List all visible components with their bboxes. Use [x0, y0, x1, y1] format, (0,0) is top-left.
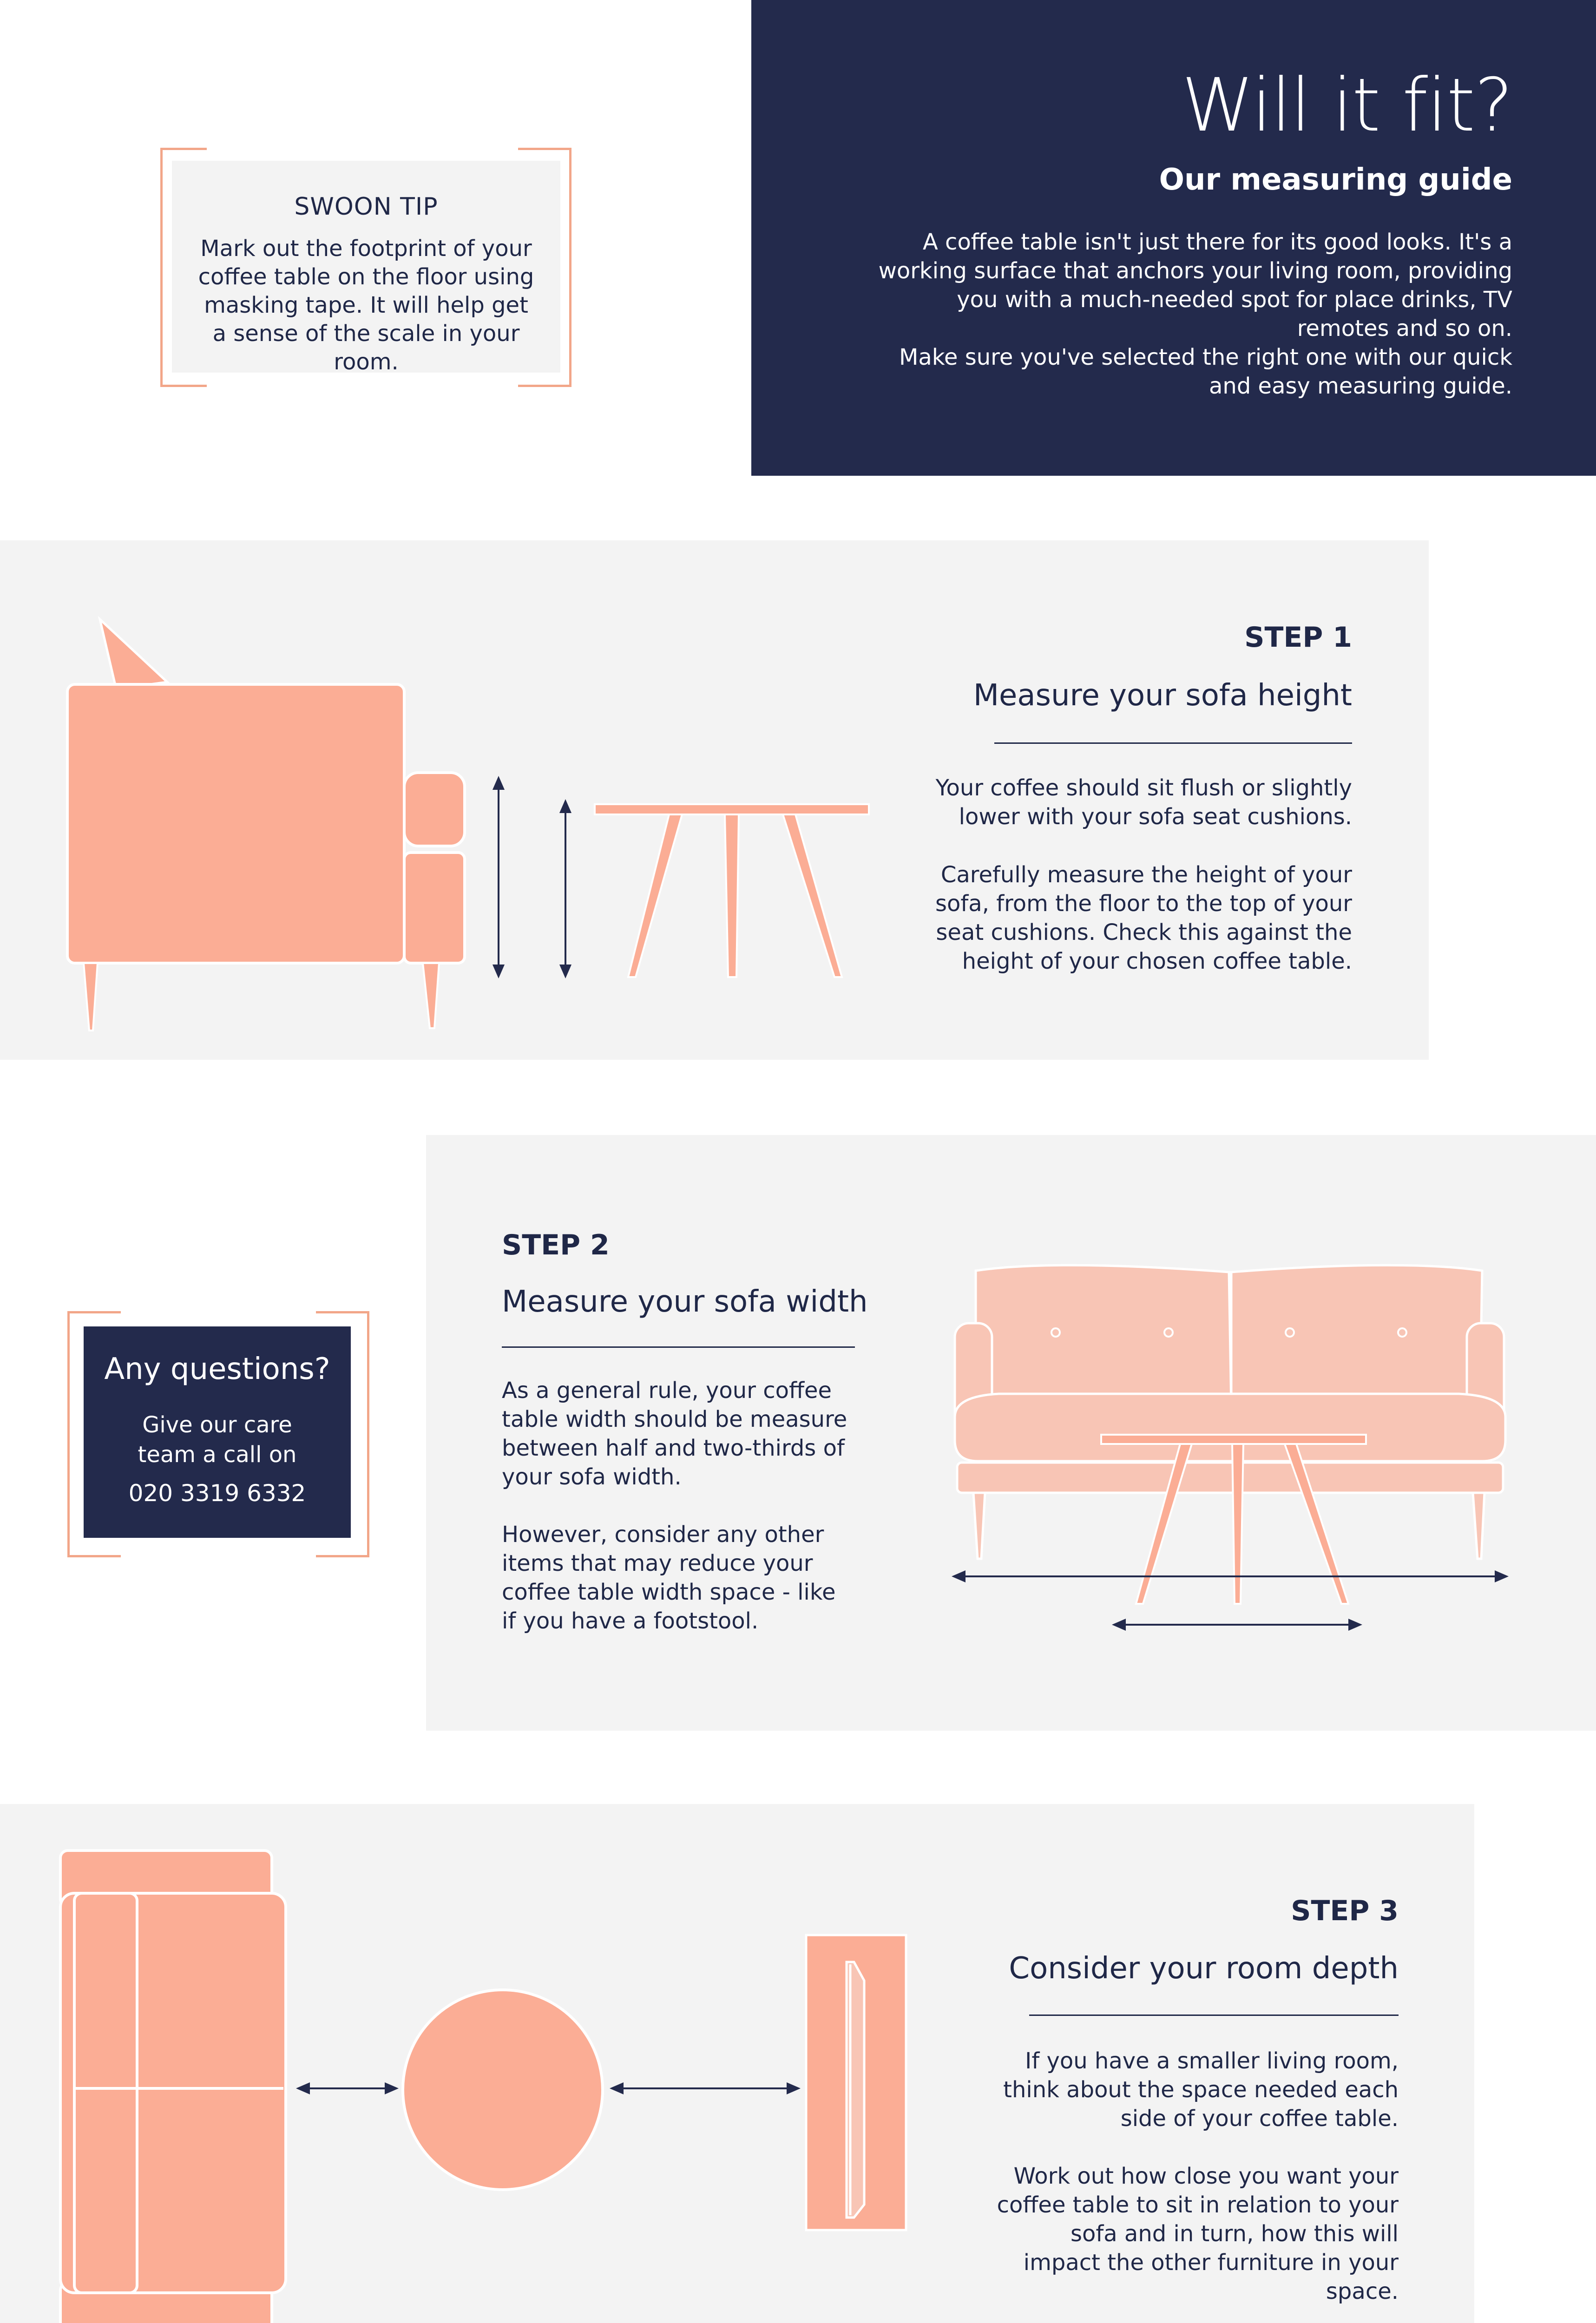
- questions-title: Any questions?: [104, 1352, 330, 1386]
- tip-title: SWOON TIP: [294, 193, 438, 221]
- step2-label: STEP 2: [502, 1229, 610, 1261]
- measure-arrow-icon: [494, 778, 570, 976]
- room-depth-illustration: [0, 1804, 929, 2323]
- step2-text-1: As a general rule, your coffee table width should be measure between half and two-thirds of your sofa width.: [502, 1378, 847, 1490]
- hero-panel: [751, 0, 1596, 476]
- sofa-width-illustration: [939, 1254, 1543, 1673]
- step3-text-1: If you have a smaller living room, think about the space needed each side of your coffee table.: [1003, 2048, 1399, 2132]
- sofa-top-illustration: [60, 1851, 286, 2323]
- sofa-height-illustration: [0, 540, 906, 1060]
- page-subtitle: Our measuring guide: [1159, 163, 1512, 197]
- step2-text-2: However, consider any other items that may reduce your coffee table width space - like if you have a footstool.: [502, 1522, 836, 1634]
- step1-text-2: Carefully measure the height of your sofa, from the floor to the top of your seat cushions. Check this against the height of your chosen coffee table.: [935, 862, 1352, 974]
- sofa-side-illustration: [67, 619, 465, 1030]
- step3-label: STEP 3: [1291, 1895, 1399, 1927]
- hero-intro-text: A coffee table isn't just there for its good looks. It's a working surface that anchors your living room, providing you with a much-needed spot for place drinks, TV remotes and so on.: [878, 229, 1512, 341]
- questions-text: Give our care team a call on: [138, 1412, 297, 1468]
- step3-divider: [1029, 2015, 1399, 2016]
- measure-arrow-icon: [954, 1572, 1506, 1629]
- step1-label: STEP 1: [1244, 621, 1352, 654]
- step1-heading: Measure your sofa height: [973, 678, 1352, 713]
- step1-text-1: Your coffee should sit flush or slightly lower with your sofa seat cushions.: [935, 775, 1352, 830]
- hero-guide-text: Make sure you've selected the right one with our quick and easy measuring guide.: [899, 344, 1512, 399]
- step2-divider: [502, 1346, 855, 1348]
- round-table-top-illustration: [403, 1990, 603, 2190]
- questions-phone[interactable]: 020 3319 6332: [128, 1480, 306, 1507]
- tv-unit-top-illustration: [806, 1935, 906, 2230]
- step3-text-2: Work out how close you want your coffee table to sit in relation to your sofa and in turn, how this will impact the other furniture in your space.: [997, 2163, 1399, 2304]
- questions-box: [84, 1326, 351, 1538]
- tip-text: Mark out the footprint of your coffee table on the floor using masking tape. It will help get a sense of the scale in your room.: [198, 236, 534, 375]
- step3-heading: Consider your room depth: [1009, 1951, 1399, 1986]
- step1-divider: [994, 742, 1352, 744]
- coffee-table-side-illustration: [595, 804, 869, 977]
- page-title: Will it fit?: [1181, 63, 1512, 148]
- sofa-front-illustration: [955, 1265, 1505, 1559]
- step2-heading: Measure your sofa width: [502, 1285, 868, 1319]
